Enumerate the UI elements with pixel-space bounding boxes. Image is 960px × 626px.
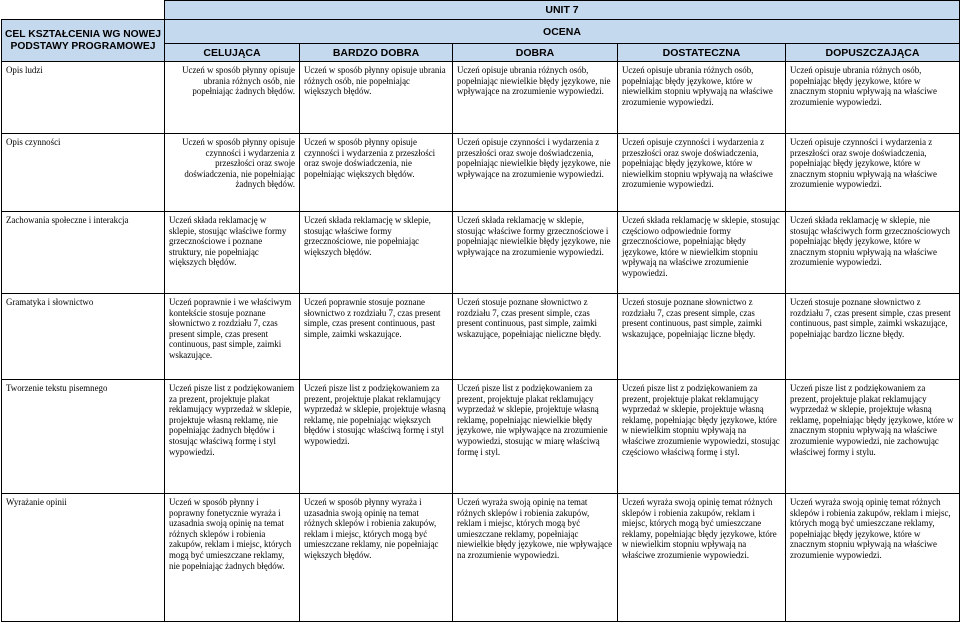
assessment-table	[1, 0, 960, 622]
grade-celujaca: CELUJĄCA	[165, 44, 300, 62]
unit-header: UNIT 7	[165, 1, 960, 20]
cell-dobra: Uczeń opisuje ubrania różnych osób, popełniając niewielkie błędy językowe, nie wpływające na zrozumienie wypowiedzi.	[453, 62, 618, 134]
cell-dostateczna: Uczeń pisze list z podziękowaniem za prezent, projektuje plakat reklamujący wyprzedaż w sklepie, projektuje własną reklamę, popełniając błędy językowe, które w niewielkim stopniu wpływają na właściwe zrozumienie wypowiedzi, stosując częściowo właściwą formę i styl.	[618, 380, 786, 494]
cell-dopuszczajaca: Uczeń opisuje czynności i wydarzenia z przeszłości oraz swoje doświadczenia, popełniając błędy językowe, które w znacznym stopniu wpływają na właściwe zrozumienie wypowiedzi.	[786, 134, 960, 212]
cell-bardzo-dobra: Uczeń składa reklamację w sklepie, stosując właściwe formy grzecznościowe, nie popełniając większych błędów.	[300, 212, 453, 294]
cell-dostateczna: Uczeń składa reklamację w sklepie, stosując częściowo odpowiednie formy grzecznościowe, popełniając błędy językowe, które w niewielkim stopniu wpływają na właściwe zrozumienie wypowiedzi.	[618, 212, 786, 294]
empty-header-cell	[2, 1, 165, 20]
cell-bardzo-dobra: Uczeń w sposób płynny wyraża i uzasadnia swoją opinię na temat różnych sklepów i robienia zakupów, reklam i miejsc, których mogą być umieszczane reklamy, nie popełniając większych błędów.	[300, 494, 453, 622]
cell-bardzo-dobra: Uczeń poprawnie stosuje poznane słownictwo z rozdziału 7, czas present simple, czas present continuous, past simple, zaimki wskazujące.	[300, 294, 453, 380]
cell-dopuszczajaca: Uczeń pisze list z podziękowaniem za prezent, projektuje plakat reklamujący wyprzedaż w sklepie, projektuje własną reklamę, popełniając błędy językowe, które w znacznym stopniu wpływają na właściwe zrozumienie wypowiedzi, nie zachowując właściwej formy i stylu.	[786, 380, 960, 494]
cell-bardzo-dobra: Uczeń w sposób płynny opisuje czynności i wydarzenia z przeszłości oraz swoje doświadczenia, nie popełniając większych błędów.	[300, 134, 453, 212]
cell-dostateczna: Uczeń opisuje czynności i wydarzenia z przeszłości oraz swoje doświadczenia, popełniając błędy językowe, które w niewielkim stopniu wpływają na właściwe zrozumienie wypowiedzi.	[618, 134, 786, 212]
cell-celujaca: Uczeń w sposób płynny i poprawny fonetycznie wyraża i uzasadnia swoją opinię na temat różnych sklepów i robienia zakupów, reklam i miejsc, których mogą być umieszczane reklamy, nie popełniając żadnych błędów.	[165, 494, 300, 622]
criterion-gramatyka-slownictwo: Gramatyka i słownictwo	[2, 294, 165, 380]
ocena-header: OCENA	[165, 20, 960, 44]
cell-dopuszczajaca: Uczeń opisuje ubrania różnych osób, popełniając błędy językowe, które w znacznym stopniu wpływają na właściwe zrozumienie wypowiedzi.	[786, 62, 960, 134]
table-row	[2, 212, 960, 294]
cell-celujaca: Uczeń w sposób płynny opisuje czynności i wydarzenia z przeszłości oraz swoje doświadczenia, nie popełniając żadnych błędów.	[165, 134, 300, 212]
cell-bardzo-dobra: Uczeń w sposób płynny opisuje ubrania różnych osób, nie popełniając większych błędów.	[300, 62, 453, 134]
cell-dostateczna: Uczeń opisuje ubrania różnych osób, popełniając błędy językowe, które w niewielkim stopniu wpływają na właściwe zrozumienie wypowiedzi.	[618, 62, 786, 134]
cell-dobra: Uczeń wyraża swoją opinię na temat różnych sklepów i robienia zakupów, reklam i miejsc, których mogą być umieszczane reklamy, popełniając niewielkie błędy językowe, nie wpływające na zrozumienie wypowiedzi.	[453, 494, 618, 622]
grade-bardzo-dobra: BARDZO DOBRA	[300, 44, 453, 62]
criterion-opis-czynnosci: Opis czynności	[2, 134, 165, 212]
table-row	[2, 380, 960, 494]
table-row	[2, 294, 960, 380]
table-row	[2, 62, 960, 134]
cell-dostateczna: Uczeń stosuje poznane słownictwo z rozdziału 7, czas present simple, czas present continuous, past simple, zaimki wskazujące, popełniając liczne błędy.	[618, 294, 786, 380]
cell-celujaca: Uczeń poprawnie i we właściwym kontekście stosuje poznane słownictwo z rozdziału 7, czas present simple, czas present continuous, past simple, zaimki wskazujące.	[165, 294, 300, 380]
cell-dostateczna: Uczeń wyraża swoją opinię temat różnych sklepów i robienia zakupów, reklam i miejsc, których mogą być umieszczane reklamy, popełniając błędy językowe, które w niewielkim stopniu wpływają na właściwe zrozumienie wypowiedzi.	[618, 494, 786, 622]
grade-dobra: DOBRA	[453, 44, 618, 62]
cell-dopuszczajaca: Uczeń wyraża swoją opinię temat różnych sklepów i robienia zakupów, reklam i miejsc, których mogą być umieszczane reklamy, popełniając błędy językowe, które w znacznym stopniu wpływają na właściwe zrozumienie wypowiedzi.	[786, 494, 960, 622]
table-row	[2, 494, 960, 622]
cell-celujaca: Uczeń składa reklamację w sklepie, stosując właściwe formy grzecznościowe i poznane struktury, nie popełniając większych błędów.	[165, 212, 300, 294]
goal-header: CEL KSZTAŁCENIA WG NOWEJ PODSTAWY PROGRAMOWEJ	[2, 20, 165, 62]
criterion-tworzenie-tekstu: Tworzenie tekstu pisemnego	[2, 380, 165, 494]
cell-dopuszczajaca: Uczeń składa reklamację w sklepie, nie stosując właściwych form grzecznościowych popełniając błędy językowe, które w znacznym stopniu wpływają na właściwe zrozumienie wypowiedzi.	[786, 212, 960, 294]
cell-celujaca: Uczeń pisze list z podziękowaniem za prezent, projektuje plakat reklamujący wyprzedaż w sklepie, projektuje własną reklamę, nie popełniając żadnych błędów i stosując właściwą formę i styl wypowiedzi.	[165, 380, 300, 494]
criterion-opis-ludzi: Opis ludzi	[2, 62, 165, 134]
cell-bardzo-dobra: Uczeń pisze list z podziękowaniem za prezent, projektuje plakat reklamujący wyprzedaż w sklepie, projektuje własną reklamę, nie popełniając większych błędów i stosując właściwą formę i styl wypowiedzi.	[300, 380, 453, 494]
cell-dobra: Uczeń opisuje czynności i wydarzenia z przeszłości oraz swoje doświadczenia, popełniając niewielkie błędy językowe, nie wpływające na zrozumienie wypowiedzi.	[453, 134, 618, 212]
cell-celujaca: Uczeń w sposób płynny opisuje ubrania różnych osób, nie popełniając żadnych błędów.	[165, 62, 300, 134]
table-row	[2, 134, 960, 212]
cell-dopuszczajaca: Uczeń stosuje poznane słownictwo z rozdziału 7, czas present simple, czas present continuous, past simple, zaimki wskazujące, popełniając bardzo liczne błędy.	[786, 294, 960, 380]
criterion-zachowania-spoleczne: Zachowania społeczne i interakcja	[2, 212, 165, 294]
cell-dobra: Uczeń pisze list z podziękowaniem za prezent, projektuje plakat reklamujący wyprzedaż w sklepie, projektuje własną reklamę, popełniając niewielkie błędy językowe, nie wpływające na zrozumienie wypowiedzi, stosując w miarę właściwą formę i styl.	[453, 380, 618, 494]
cell-dobra: Uczeń składa reklamację w sklepie, stosując właściwe formy grzecznościowe i popełniając niewielkie błędy językowe, nie wpływające na zrozumienie wypowiedzi.	[453, 212, 618, 294]
cell-dobra: Uczeń stosuje poznane słownictwo z rozdziału 7, czas present simple, czas present continuous, past simple, zaimki wskazujące, popełniając nieliczne błędy.	[453, 294, 618, 380]
grade-dostateczna: DOSTATECZNA	[618, 44, 786, 62]
criterion-wyrazanie-opinii: Wyrażanie opinii	[2, 494, 165, 622]
grade-dopuszczajaca: DOPUSZCZAJĄCA	[786, 44, 960, 62]
